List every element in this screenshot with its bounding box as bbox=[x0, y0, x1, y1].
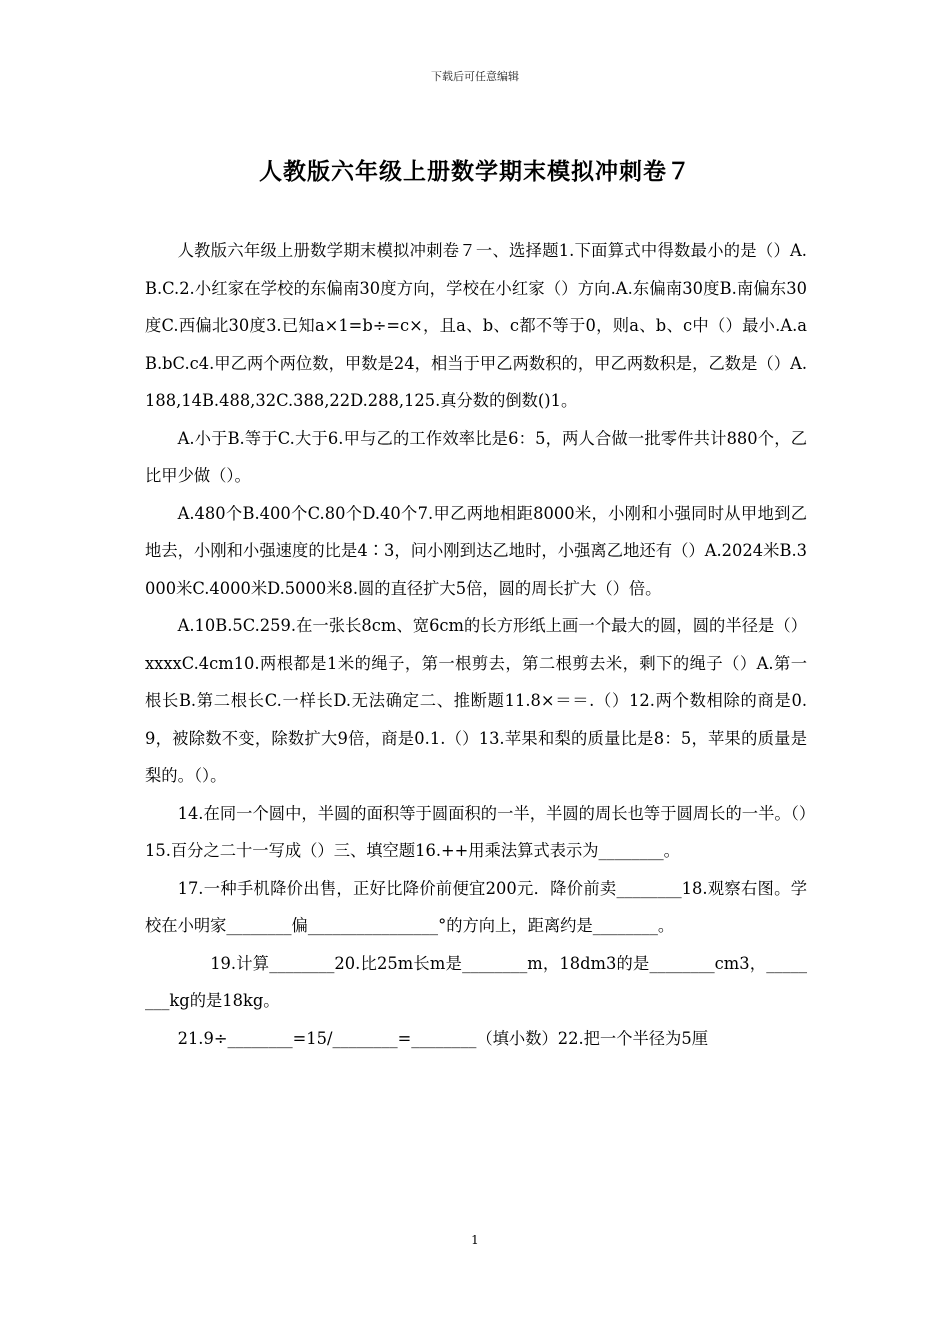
paragraph-1: 人教版六年级上册数学期末模拟冲刺卷７一、选择题1.下面算式中得数最小的是（）A.B.C.2.小红家在学校的东偏南30度方向，学校在小红家（）方向.A.东偏南30度B.南偏东30度C.西偏北30度3.已知a×1=b÷=c×，且a、b、c都不等于0，则a、b、c中（）最小.A.aB.bC.c4.甲乙两个两位数，甲数是24，相当于甲乙两数积的，甲乙两数积是，乙数是（）A.188,14B.488,32C.388,22D.288,125.真分数的倒数()1。 bbox=[145, 241, 807, 410]
document-title: 人教版六年级上册数学期末模拟冲刺卷７ bbox=[259, 159, 691, 185]
page-header-note: 下载后可任意编辑 bbox=[431, 70, 519, 83]
paragraph-6: 17.一种手机降价出售，正好比降价前便宜200元．降价前卖________18.观察右图。学校在小明家________偏________________°的方向上，距离约是________。 bbox=[145, 878, 807, 935]
paragraph-7: 19.计算________20.比25m长m是________m，18dm3的是________cm3，________kg的是18kg。 bbox=[145, 953, 807, 1010]
paragraph-4: A.10B.5C.259.在一张长8cm、宽6cm的长方形纸上画一个最大的圆，圆的半径是（）xxxxC.4cm10.两根都是1米的绳子，第一根剪去，第二根剪去米，剩下的绳子（）A.第一根长B.第二根长C.一样长D.无法确定二、推断题11.8×＝＝.（）12.两个数相除的商是0.9，被除数不变，除数扩大9倍，商是0.1.（）13.苹果和梨的质量比是8：5，苹果的质量是梨的。（）。 bbox=[145, 616, 807, 785]
paragraph-8: 21.9÷________=15/________=________（填小数）22.把一个半径为5厘 bbox=[177, 1028, 708, 1048]
paragraph-5: 14.在同一个圆中，半圆的面积等于圆面积的一半，半圆的周长也等于圆周长的一半。（）15.百分之二十一写成（）三、填空题16.++用乘法算式表示为________。 bbox=[145, 803, 807, 860]
paragraph-3: A.480个B.400个C.80个D.40个7.甲乙两地相距8000米，小刚和小强同时从甲地到乙地去，小刚和小强速度的比是4∶3，问小刚到达乙地时，小强离乙地还有（）A.2024米B.3000米C.4000米D.5000米8.圆的直径扩大5倍，圆的周长扩大（）倍。 bbox=[145, 503, 807, 598]
page-number: 1 bbox=[471, 1233, 479, 1247]
paragraph-2: A.小于B.等于C.大于6.甲与乙的工作效率比是6：5，两人合做一批零件共计880个，乙比甲少做（）。 bbox=[145, 428, 807, 485]
document-body bbox=[145, 232, 807, 1057]
